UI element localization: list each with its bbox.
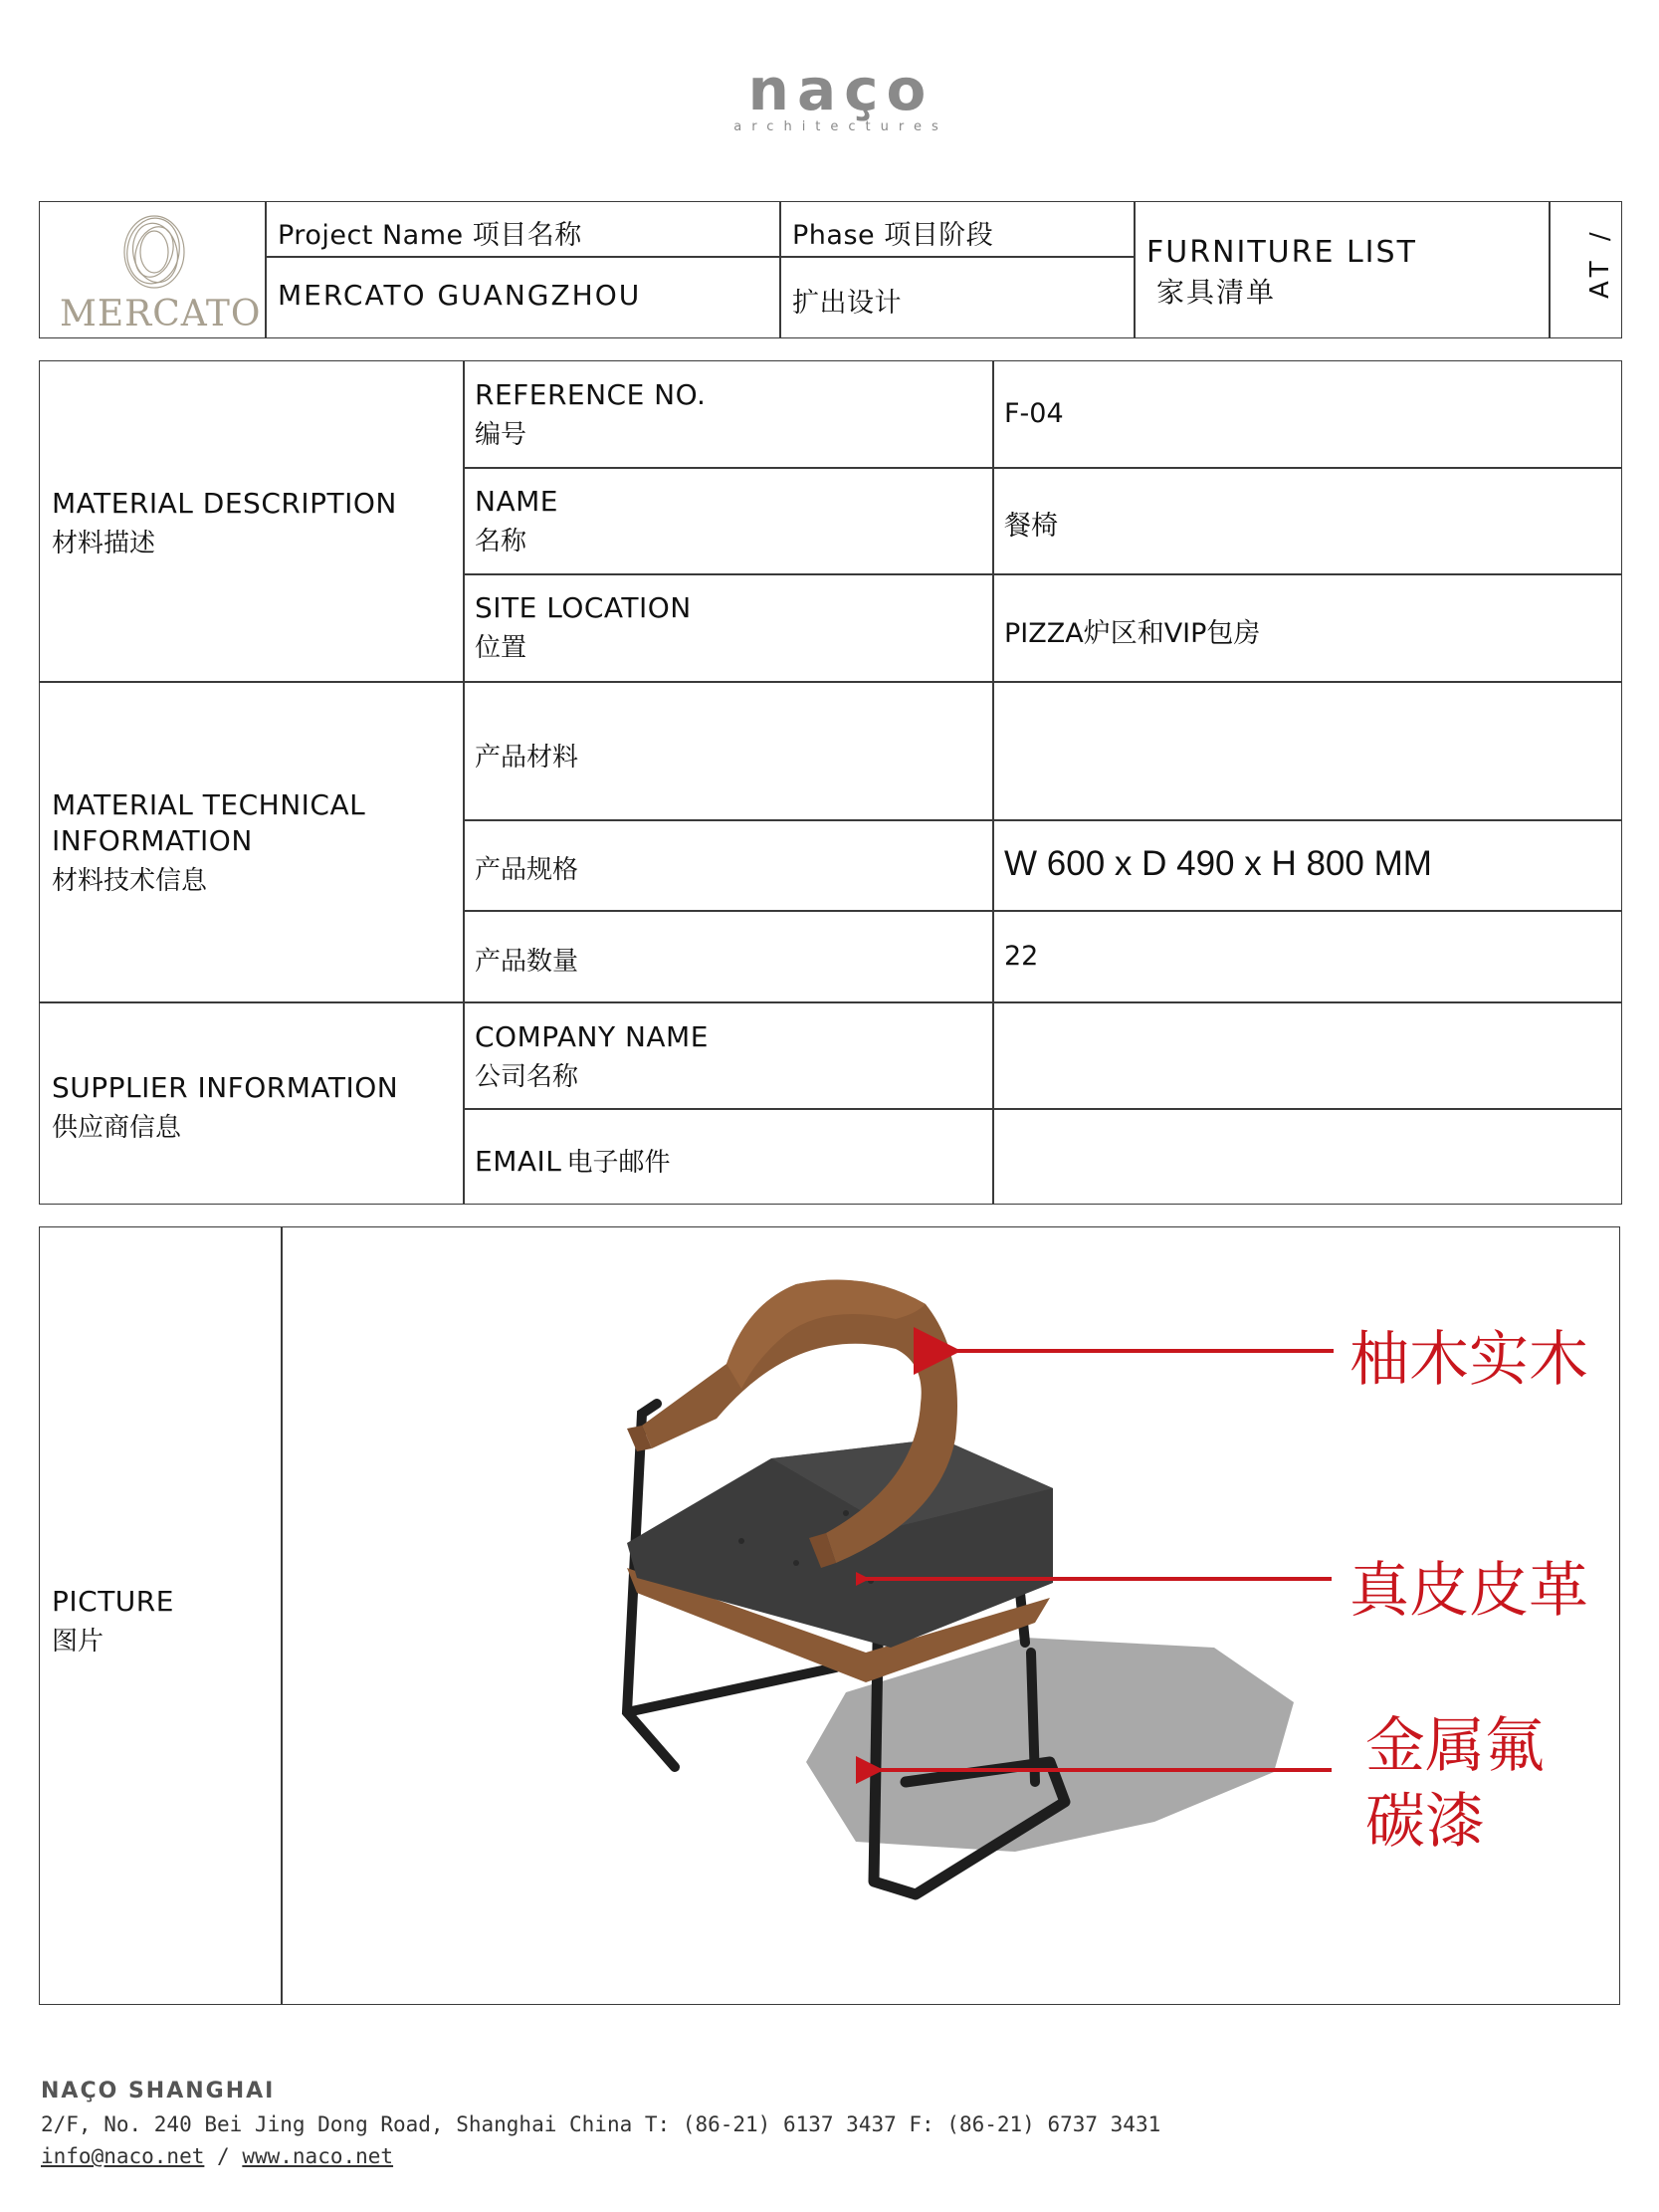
doc-title-cn: 家具清单	[1156, 276, 1277, 309]
mercato-logo-text: MERCATO	[60, 294, 262, 334]
supplier-label-cn: 供应商信息	[52, 1113, 182, 1143]
footer-address: 2/F, No. 240 Bei Jing Dong Road, Shanghai China T: (86-21) 6137 3437 F: (86-21) 6737 3431	[41, 2112, 1161, 2136]
site-location-value: PIZZA炉区和VIP包房	[1004, 618, 1261, 649]
name-label-cn: 名称	[475, 527, 527, 556]
footer-website-link[interactable]: www.naco.net	[242, 2144, 394, 2168]
doc-title-en: FURNITURE LIST	[1146, 235, 1417, 270]
metal-callout-label-2: 碳漆	[1365, 1787, 1485, 1857]
reference-no-label-cn: 编号	[475, 420, 527, 450]
company-name-label-cn: 公司名称	[475, 1062, 579, 1092]
name-label-en: NAME	[475, 485, 558, 518]
email-label-cn: 电子邮件	[566, 1148, 671, 1178]
footer-separator: /	[217, 2144, 230, 2168]
footer-links	[41, 2144, 393, 2168]
technical-info-label-en-1: MATERIAL TECHNICAL	[52, 788, 366, 821]
picture-label-en: PICTURE	[52, 1585, 174, 1618]
email-label-en: EMAIL	[475, 1145, 562, 1178]
material-description-label-en: MATERIAL DESCRIPTION	[52, 487, 397, 520]
metal-callout-label-1: 金属氟	[1365, 1711, 1545, 1781]
email-label	[475, 1142, 670, 1179]
naco-logo	[722, 56, 960, 139]
callout-arrows	[856, 1324, 1373, 1802]
company-name-label-en: COMPANY NAME	[475, 1020, 709, 1053]
reference-no-label-en: REFERENCE NO.	[475, 378, 707, 411]
material-description-label-cn: 材料描述	[52, 529, 156, 558]
product-quantity-value: 22	[1004, 941, 1039, 972]
product-quantity-label: 产品数量	[475, 947, 579, 977]
technical-info-label-cn: 材料技术信息	[52, 866, 208, 896]
footer-office: NAÇO SHANGHAI	[41, 2079, 276, 2103]
mercato-logo	[50, 204, 262, 335]
technical-info-label-en-2: INFORMATION	[52, 824, 253, 857]
name-value: 餐椅	[1004, 511, 1058, 542]
site-location-label-en: SITE LOCATION	[475, 591, 692, 624]
site-location-label-cn: 位置	[475, 633, 527, 663]
wood-callout-label: 柚木实木	[1349, 1325, 1588, 1395]
footer-email-link[interactable]: info@naco.net	[41, 2144, 205, 2168]
reference-no-value: F-04	[1004, 398, 1064, 429]
product-spec-label: 产品规格	[475, 855, 579, 885]
naco-logo-wordmark: naço	[747, 56, 934, 123]
naco-logo-tagline: architectures	[733, 119, 948, 134]
project-name-label: Project Name 项目名称	[278, 220, 582, 251]
project-name-value: MERCATO GUANGZHOU	[278, 279, 642, 312]
product-spec-value: W 600 x D 490 x H 800 MM	[1004, 844, 1432, 883]
picture-label-cn: 图片	[52, 1627, 104, 1657]
supplier-label-en: SUPPLIER INFORMATION	[52, 1071, 399, 1104]
phase-value: 扩出设计	[792, 288, 902, 319]
side-code: AT /	[1585, 226, 1615, 299]
leather-callout-label: 真皮皮革	[1349, 1556, 1588, 1626]
phase-label: Phase 项目阶段	[792, 220, 994, 251]
product-material-label: 产品材料	[475, 743, 579, 773]
